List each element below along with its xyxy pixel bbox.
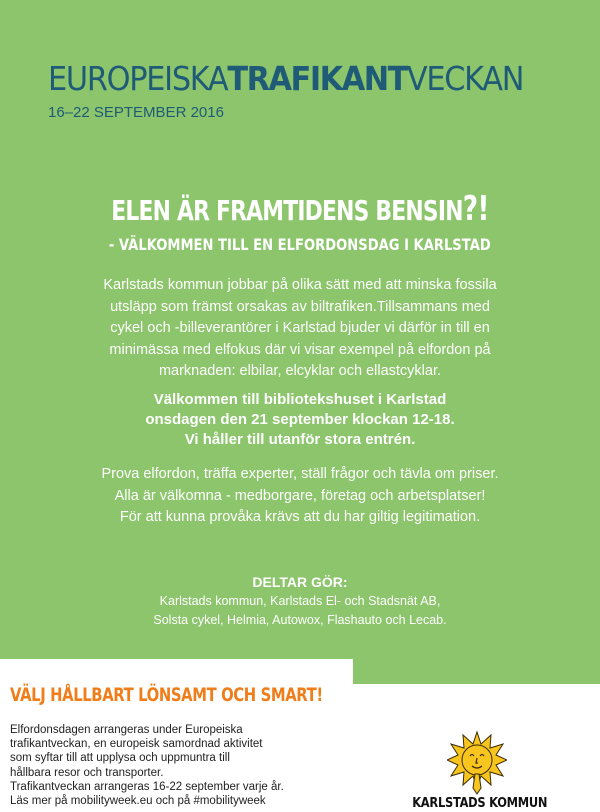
headline-text: ELEN ÄR FRAMTIDENS BENSIN [111,194,463,227]
campaign-dates: 16–22 SEPTEMBER 2016 [48,104,224,121]
welcome-paragraph [70,390,530,450]
invite-paragraph [70,464,530,529]
subheadline: - VÄLKOMMEN TILL EN ELFORDONSDAG I KARLSTAD [109,235,491,254]
welcome-line: onsdagen den 21 september klockan 12-18. [145,411,455,428]
intro-line: marknaden: elbilar, elcyklar och ellastcyklar. [158,363,442,379]
intro-line: utsläpp som främst orsakas av biltrafiken.Tillsammans med [110,298,490,315]
welcome-line: Välkommen till bibliotekshuset i Karlstad [153,391,447,408]
slogan: VÄLJ HÅLLBART LÖNSAMT OCH SMART! [10,684,323,706]
participants-list [100,592,500,630]
sun-logo-icon [447,730,507,796]
invite-line: För att kunna provåka krävs att du har giltig legitimation. [119,509,481,525]
headline-punct: ?! [462,189,489,229]
participants-title: DELTAR GÖR: [252,574,348,590]
invite-line: Prova elfordon, träffa experter, ställ frågor och tävla om priser. [101,466,499,482]
info-line: trafikantveckan, en europeisk samordnad aktivitet [10,738,263,751]
info-line: som syftar till att upplysa och uppmuntra till [10,752,230,765]
info-line: Trafikantveckan arrangeras 16-22 september varje år. [10,780,284,793]
intro-line: cykel och -billeverantörer i Karlstad bjuder vi därför in till en [110,320,490,336]
intro-line: Karlstads kommun jobbar på olika sätt med att minska fossila [103,277,497,293]
headline [0,189,600,229]
info-line: Elfordonsdagen arrangeras under Europeiska [10,724,243,736]
footer-info [10,723,350,808]
intro-paragraph [70,275,530,383]
campaign-brand-title: EUROPEISKATRAFIKANTVECKAN [48,59,524,98]
welcome-line: Vi håller till utanför stora entrén. [184,431,416,448]
participants-line: Karlstads kommun, Karlstads El- och Stadsnät AB, [159,594,441,608]
invite-line: Alla är välkomna - medborgare, företag och arbetsplatser! [114,487,486,504]
info-line: Läs mer på mobilityweek.eu och på #mobilityweek [10,795,266,808]
logo-text: KARLSTADS KOMMUN [412,796,548,811]
intro-line: minimässa med elfokus där vi visar exempel på elfordon på [109,341,491,358]
info-line: hållbara resor och transporter. [10,766,164,779]
participants-line: Solsta cykel, Helmia, Autowox, Flashauto och Lecab. [153,613,447,627]
